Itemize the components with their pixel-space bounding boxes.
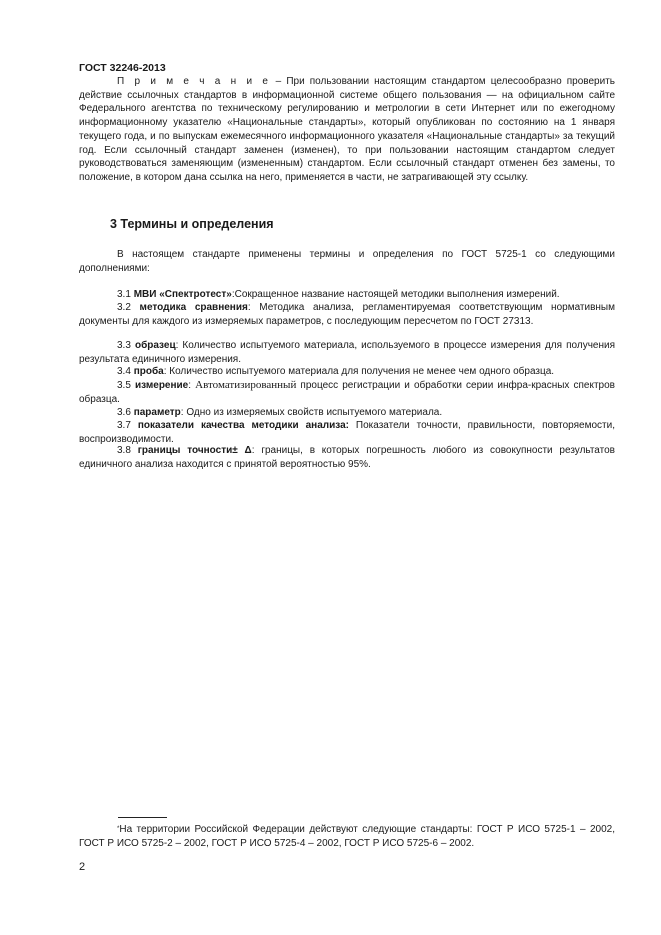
note-text: – При пользовании настоящим стандартом целесообразно проверить действие ссылочных стандартов в информационной системе общего пользования — на официальном сайте Федерального агентства по техническому регулированию и метрологии в сети Интернет или по ежегодному информационному указателю «Национальные стандарты», который опубликован по состоянию на 1 января текущего года, и по выпускам ежемесячного информационного указателя «Национальные стандарты» за текущий год. Если ссылочный стандарт заменен (изменен), то при пользовании настоящим стандартом следует руководствоваться заменяющим (измененным) стандартом. Если ссылочный стандарт отменен без замены, то положение, в котором дана ссылка на него, применяется в части, не затрагивающей эту ссылку. [79, 76, 615, 183]
footnote-text: На территории Российской Федерации действуют следующие стандарты: ГОСТ Р ИСО 5725-1 – 2002, ГОСТ Р ИСО 5725-2 – 2002, ГОСТ Р ИСО 5725-4 – 2002, ГОСТ Р ИСО 5725-6 – 2002. [79, 824, 615, 849]
reference-note [79, 75, 615, 185]
footnote [79, 823, 615, 851]
term-definition: процесс регистрации и обработки серии инфра-красных спектров образца. [79, 380, 615, 405]
section-intro: В настоящем стандарте применены термины и определения по ГОСТ 5725-1 со следующими дополнениями: [79, 249, 615, 274]
page-number: 2 [79, 861, 86, 873]
term-number: 3.8 [117, 445, 138, 456]
term-definition: : Одно из измеряемых свойств испытуемого материала. [180, 407, 443, 418]
term-definition: : Количество испытуемого материала для получения не менее чем одного образца. [163, 366, 555, 377]
term-name: измерение [135, 380, 189, 391]
term-number: 3.6 [117, 407, 134, 418]
term-name: параметр [133, 407, 181, 418]
term-3-2 [79, 301, 615, 328]
term-definition: Показатели точности, правильности, повторяемости, воспроизводимости. [79, 420, 615, 445]
term-definition: :Сокращенное название настоящей методики выполнения измерений. [231, 289, 560, 300]
term-3-3 [79, 339, 615, 366]
term-number: 3.2 [117, 302, 140, 313]
term-definition: : Методика анализа, регламентируемая соответствующим нормативным документы для каждого из измеряемых параметров, с последующим пересчетом по ГОСТ 27313. [79, 302, 615, 327]
term-definition: : Количество испытуемого материала, используемого в процессе измерения для получения результата единичного измерения. [79, 340, 616, 365]
note-label: П р и м е ч а н и е [117, 76, 271, 87]
term-definition-serif: Автоматизированный [195, 379, 297, 391]
term-number: 3.3 [117, 340, 135, 351]
term-3-4 [79, 365, 615, 379]
term-3-7 [79, 419, 615, 446]
term-name: МВИ «Спектротест» [133, 289, 232, 300]
term-number: 3.4 [117, 366, 134, 377]
document-code: ГОСТ 32246-2013 [79, 62, 166, 74]
term-name: проба [133, 366, 164, 377]
term-3-1 [79, 288, 615, 302]
term-name: показатели качества методики анализа: [137, 420, 349, 431]
term-name: границы точности± Δ [137, 445, 252, 456]
term-definition: : границы, в которых погрешность любого из совокупности результатов единичного анализа находится с принятой вероятностью 95%. [79, 445, 615, 470]
section-heading: 3 Термины и определения [110, 217, 274, 231]
term-3-6 [79, 406, 615, 420]
term-number: 3.7 [117, 420, 138, 431]
term-name: методика сравнения [139, 302, 248, 313]
term-number: 3.5 [117, 380, 135, 391]
term-3-5: 3.5 измерение: Автоматизированный процесс регистрации и обработки серии инфра-красных спектров образца. [79, 379, 615, 405]
term-name: образец [134, 340, 176, 351]
footnote-mark: * [117, 826, 120, 832]
term-3-8 [79, 444, 615, 471]
footnote-divider [118, 817, 167, 818]
term-number: 3.1 [117, 289, 134, 300]
